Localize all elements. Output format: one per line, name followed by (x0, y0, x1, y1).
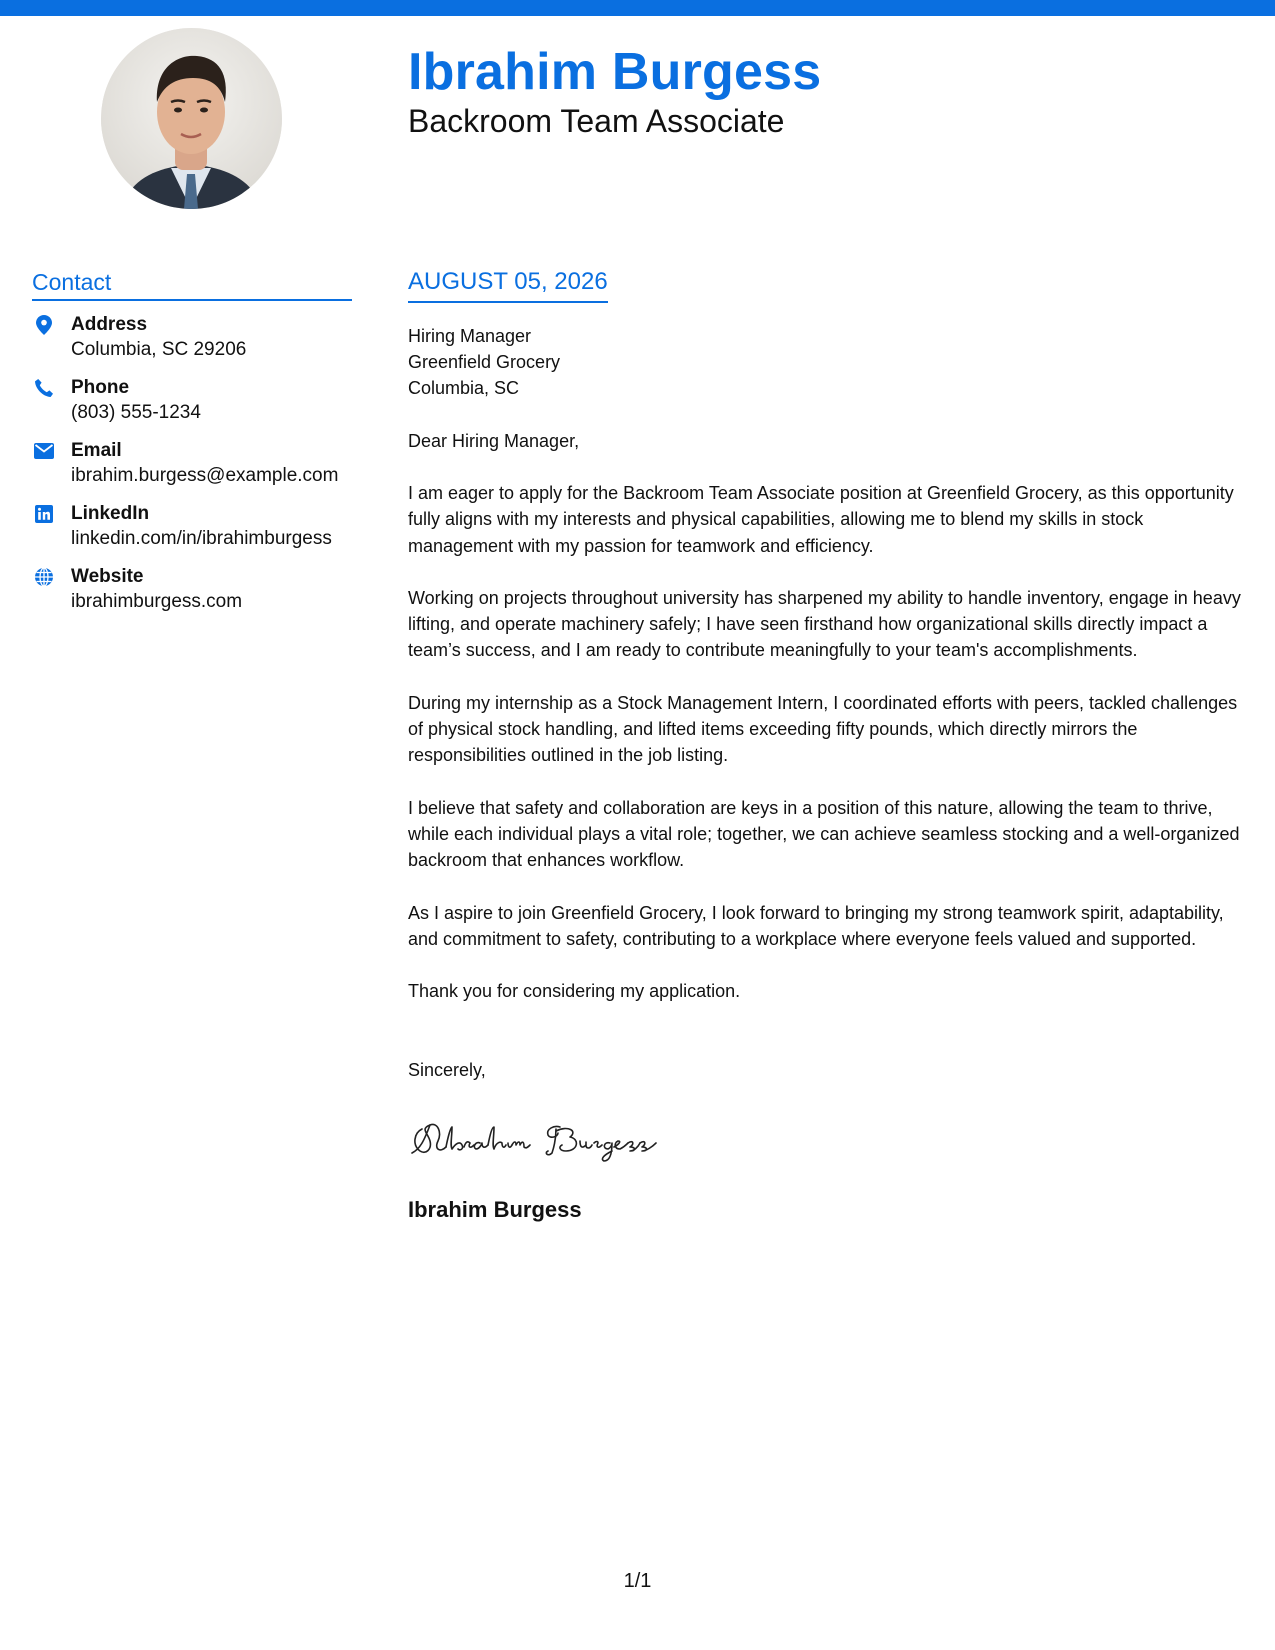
contact-list (32, 313, 352, 614)
contact-label: Phone (71, 377, 130, 398)
recipient-line: Greenfield Grocery (408, 352, 561, 372)
top-accent-bar (0, 0, 1275, 16)
contact-label: Address (71, 314, 148, 335)
letter-body (408, 268, 1253, 1224)
globe-icon (34, 567, 54, 587)
profile-photo (101, 28, 282, 209)
letter-paragraph: Working on projects throughout university has sharpened my ability to handle inventory, engage in heavy lifting, and operate machinery safely; I have seen firsthand how organizational skills directly impact a team’s success, and I am ready to contribute meaningfully to your team's accomplishments. (408, 587, 1241, 661)
contact-value-linkedin[interactable]: linkedin.com/in/ibrahimburgess (71, 528, 332, 549)
letter-paragraph: I believe that safety and collaboration are keys in a position of this nature, allowing the team to thrive, while each individual plays a vital role; together, we can achieve seamless stocking and a well-organized backroom that enhances workflow. (408, 797, 1240, 871)
contact-value-address: Columbia, SC 29206 (71, 339, 247, 360)
letter-paragraph: I am eager to apply for the Backroom Team Associate position at Greenfield Grocery, as this opportunity fully aligns with my interests and physical capabilities, allowing me to blend my skills in stock management with my passion for teamwork and efficiency. (408, 483, 1234, 556)
page-number: 1/1 (623, 1570, 652, 1592)
linkedin-icon (34, 504, 54, 524)
letter-paragraphs (408, 480, 1253, 1004)
contact-label: LinkedIn (71, 503, 150, 524)
contact-value-phone: (803) 555-1234 (71, 402, 201, 423)
recipient-line: Hiring Manager (408, 326, 532, 346)
closing: Sincerely, (408, 1060, 486, 1081)
applicant-name: Ibrahim Burgess (408, 43, 822, 101)
contact-sidebar (32, 268, 352, 628)
signer-name: Ibrahim Burgess (408, 1197, 582, 1223)
letter-paragraph: Thank you for considering my application. (408, 981, 741, 1002)
letter-paragraph: During my internship as a Stock Management Intern, I coordinated efforts with peers, tackled challenges of physical stock handling, and lifted items exceeding fifty pounds, which directly mirrors the responsibilities outlined in the job listing. (408, 692, 1238, 766)
contact-label: Website (71, 566, 144, 587)
contact-item-phone (32, 376, 352, 425)
contact-item-website (32, 565, 352, 614)
recipient-line: Columbia, SC (408, 378, 520, 398)
contact-value-website[interactable]: ibrahimburgess.com (71, 591, 243, 612)
salutation: Dear Hiring Manager, (408, 431, 580, 451)
contact-item-email (32, 439, 352, 488)
phone-icon (34, 378, 54, 398)
contact-label: Email (71, 440, 122, 461)
contact-value-email[interactable]: ibrahim.burgess@example.com (71, 465, 339, 486)
applicant-job-title: Backroom Team Associate (408, 103, 785, 139)
contact-item-address (32, 313, 352, 362)
contact-heading: Contact (32, 268, 352, 301)
letter-paragraph: As I aspire to join Greenfield Grocery, I look forward to bringing my strong teamwork spirit, adaptability, and commitment to safety, contributing to a workplace where everyone feels valued and supported. (408, 902, 1224, 949)
envelope-icon (34, 441, 54, 461)
contact-item-linkedin (32, 502, 352, 551)
recipient-block (408, 323, 1253, 401)
map-pin-icon (34, 315, 54, 335)
handwritten-signature (408, 1111, 1253, 1171)
letter-date: AUGUST 05, 2026 (408, 268, 608, 303)
